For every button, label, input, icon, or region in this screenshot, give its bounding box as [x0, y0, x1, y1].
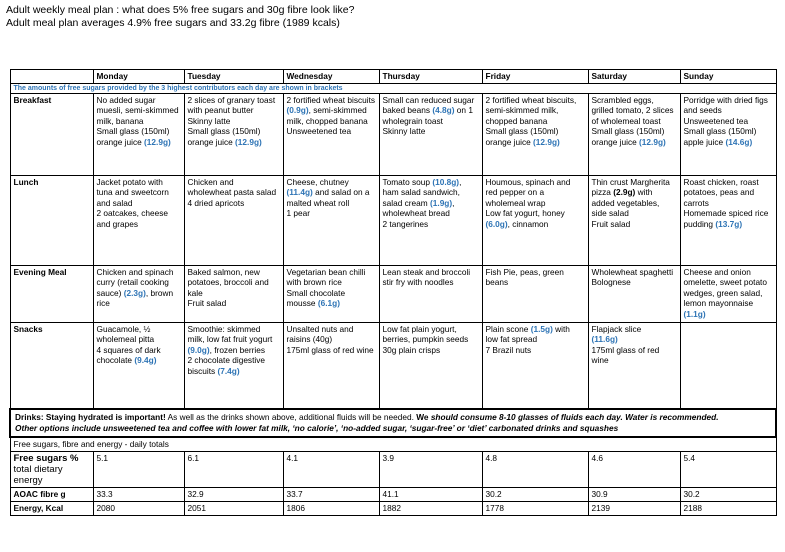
breakfast-wednesday: 2 fortified wheat biscuits (0.9g), semi-skimmed milk, chopped banana Unsweetened tea	[283, 94, 379, 176]
evening-friday: Fish Pie, peas, green beans	[482, 266, 588, 323]
evening-monday: Chicken and spinach curry (retail cooking sauce) (2.3g), brown rice	[93, 266, 184, 323]
energy-value: 2051	[184, 501, 283, 515]
fibre-value: 32.9	[184, 487, 283, 501]
free-sugars-value: 4.6	[588, 451, 680, 487]
free-sugars-value: 6.1	[184, 451, 283, 487]
breakfast-thursday: Small can reduced sugar baked beans (4.8g) on 1 wholegrain toast Skinny latte	[379, 94, 482, 176]
snacks-monday: Guacamole, ½ wholemeal pitta 4 squares of dark chocolate (9.4g)	[93, 323, 184, 409]
breakfast-row	[10, 94, 776, 176]
row-label-lunch: Lunch	[10, 176, 93, 266]
energy-value: 1778	[482, 501, 588, 515]
energy-label: Energy, Kcal	[10, 501, 93, 515]
breakfast-saturday: Scrambled eggs, grilled tomato, 2 slices of wholemeal toast Small glass (150ml) orange juice (12.9g)	[588, 94, 680, 176]
row-label-breakfast: Breakfast	[10, 94, 93, 176]
free-sugars-value: 4.1	[283, 451, 379, 487]
meal-plan-table	[9, 69, 777, 516]
energy-row	[10, 501, 776, 515]
evening-sunday: Cheese and onion omelette, sweet potato wedges, green salad, lemon mayonnaise (1.1g)	[680, 266, 776, 323]
day-header: Monday	[93, 70, 184, 84]
free-sugars-row	[10, 451, 776, 487]
snacks-tuesday: Smoothie: skimmed milk, low fat fruit yogurt (9.0g), frozen berries 2 chocolate digestive biscuits (7.4g)	[184, 323, 283, 409]
summary-title: Free sugars, fibre and energy - daily totals	[10, 437, 776, 452]
snacks-friday: Plain scone (1.5g) with low fat spread 7 Brazil nuts	[482, 323, 588, 409]
page-title: Adult weekly meal plan : what does 5% free sugars and 30g fibre look like?	[6, 4, 355, 16]
day-header: Sunday	[680, 70, 776, 84]
energy-value: 2188	[680, 501, 776, 515]
evening-thursday: Lean steak and broccoli stir fry with noodles	[379, 266, 482, 323]
fibre-label: AOAC fibre g	[10, 487, 93, 501]
snacks-row	[10, 323, 776, 409]
energy-value: 1882	[379, 501, 482, 515]
energy-value: 2080	[93, 501, 184, 515]
evening-tuesday: Baked salmon, new potatoes, broccoli and kale Fruit salad	[184, 266, 283, 323]
lunch-saturday: Thin crust Margherita pizza (2.9g) with added vegetables, side salad Fruit salad	[588, 176, 680, 266]
fibre-value: 41.1	[379, 487, 482, 501]
lunch-thursday: Tomato soup (10.8g), ham salad sandwich, salad cream (1.9g), wholewheat bread 2 tangerines	[379, 176, 482, 266]
page-subtitle: Adult meal plan averages 4.9% free sugars and 33.2g fibre (1989 kcals)	[6, 17, 340, 29]
evening-wednesday: Vegetarian bean chilli with brown rice Small chocolate mousse (6.1g)	[283, 266, 379, 323]
breakfast-monday: No added sugar muesli, semi-skimmed milk, banana Small glass (150ml) orange juice (12.9g)	[93, 94, 184, 176]
free-sugars-value: 5.1	[93, 451, 184, 487]
drinks-row	[10, 409, 776, 437]
breakfast-tuesday: 2 slices of granary toast with peanut butter Skinny latte Small glass (150ml) orange juice (12.9g)	[184, 94, 283, 176]
free-sugars-label: Free sugars % total dietary energy	[10, 451, 93, 487]
fibre-value: 30.2	[680, 487, 776, 501]
evening-meal-row	[10, 266, 776, 323]
free-sugars-value: 5.4	[680, 451, 776, 487]
lunch-monday: Jacket potato with tuna and sweetcorn and salad 2 oatcakes, cheese and grapes	[93, 176, 184, 266]
fibre-row	[10, 487, 776, 501]
day-header-row	[10, 70, 776, 84]
free-sugars-value: 3.9	[379, 451, 482, 487]
lunch-wednesday: Cheese, chutney (11.4g) and salad on a malted wheat roll 1 pear	[283, 176, 379, 266]
day-header: Tuesday	[184, 70, 283, 84]
fibre-value: 30.9	[588, 487, 680, 501]
snacks-sunday	[680, 323, 776, 409]
lunch-tuesday: Chicken and wholewheat pasta salad 4 dried apricots	[184, 176, 283, 266]
lunch-friday: Houmous, spinach and red pepper on a wholemeal wrap Low fat yogurt, honey (6.0g), cinnamon	[482, 176, 588, 266]
day-header: Wednesday	[283, 70, 379, 84]
snacks-saturday: Flapjack slice (11.6g) 175ml glass of red wine	[588, 323, 680, 409]
breakfast-friday: 2 fortified wheat biscuits, semi-skimmed milk, chopped banana Small glass (150ml) orange juice (12.9g)	[482, 94, 588, 176]
snacks-wednesday: Unsalted nuts and raisins (40g) 175ml glass of red wine	[283, 323, 379, 409]
day-header: Saturday	[588, 70, 680, 84]
free-sugars-value: 4.8	[482, 451, 588, 487]
summary-title-row	[10, 437, 776, 452]
energy-value: 1806	[283, 501, 379, 515]
brackets-note: The amounts of free sugars provided by the 3 highest contributors each day are shown in brackets	[10, 84, 776, 94]
evening-saturday: Wholewheat spaghetti Bolognese	[588, 266, 680, 323]
lunch-sunday: Roast chicken, roast potatoes, peas and carrots Homemade spiced rice pudding (13.7g)	[680, 176, 776, 266]
fibre-value: 30.2	[482, 487, 588, 501]
snacks-thursday: Low fat plain yogurt, berries, pumpkin seeds 30g plain crisps	[379, 323, 482, 409]
row-label-snacks: Snacks	[10, 323, 93, 409]
corner-cell	[10, 70, 93, 84]
day-header: Friday	[482, 70, 588, 84]
day-header: Thursday	[379, 70, 482, 84]
lunch-row	[10, 176, 776, 266]
fibre-value: 33.7	[283, 487, 379, 501]
energy-value: 2139	[588, 501, 680, 515]
fibre-value: 33.3	[93, 487, 184, 501]
row-label-evening: Evening Meal	[10, 266, 93, 323]
drinks-note: Drinks: Staying hydrated is important! As well as the drinks shown above, additional fluids will be needed. We should consume 8-10 glasses of fluids each day. Water is recommended. Other options include unsweetened tea and coffee with lower fat milk, ‘no calorie’, ‘no-added sugar, ‘sugar-free’ or ‘diet’ carbonated drinks and squashes	[10, 409, 776, 437]
breakfast-sunday: Porridge with dried figs and seeds Unsweetened tea Small glass (150ml) apple juice (14.6g)	[680, 94, 776, 176]
